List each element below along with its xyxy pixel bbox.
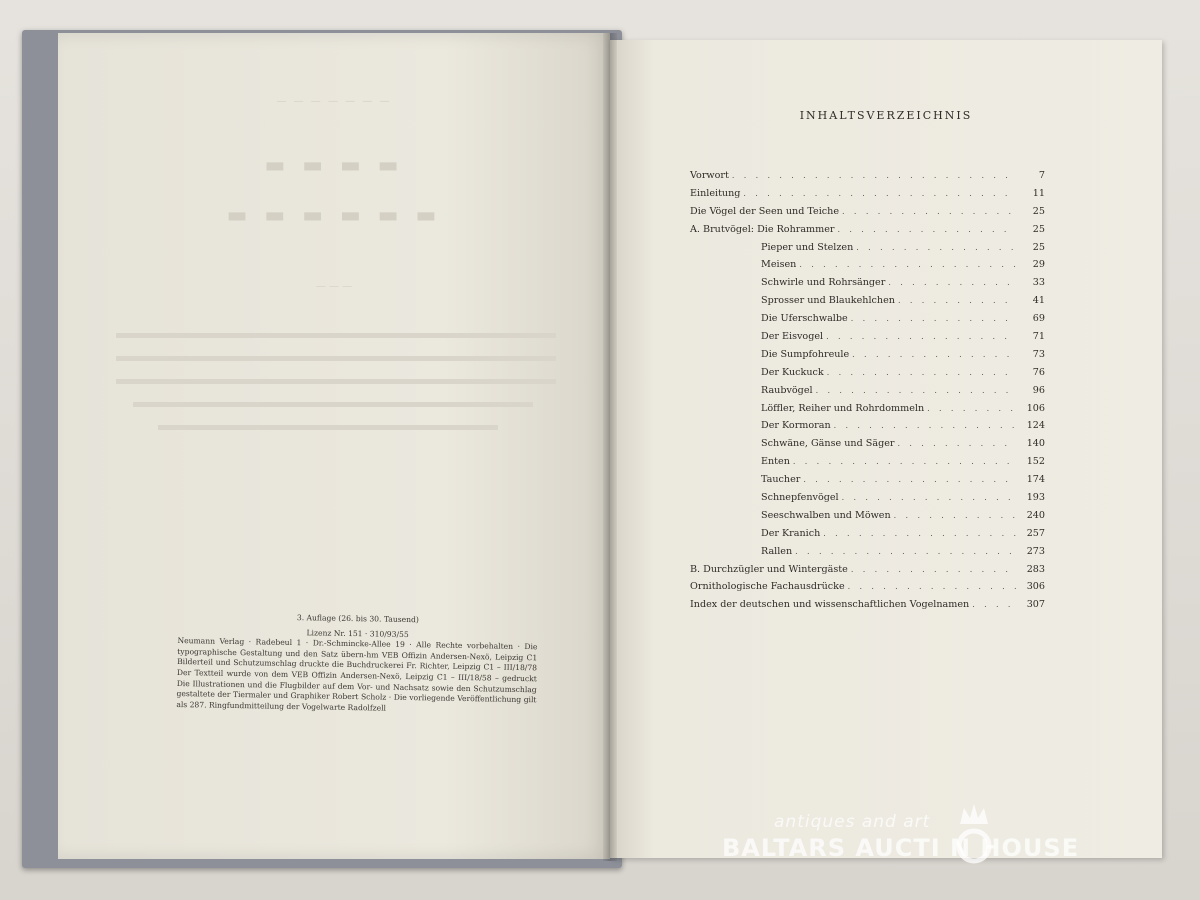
toc-page-number: 71 xyxy=(1032,331,1045,343)
toc-leader-dots xyxy=(972,599,1016,610)
toc-entry-label: Die Vögel der Seen und Teiche xyxy=(690,205,840,217)
toc-entry-label: Der Kranich xyxy=(761,527,821,539)
toc-page-number: 69 xyxy=(1032,313,1045,325)
toc-page-number: 283 xyxy=(1026,563,1045,575)
toc-leader-dots xyxy=(823,528,1016,539)
toc-leader-dots xyxy=(803,474,1016,485)
toc-page-number: 96 xyxy=(1032,384,1045,396)
toc-row xyxy=(690,313,1045,331)
toc-row xyxy=(690,564,1045,582)
toc-leader-dots xyxy=(898,295,1016,306)
toc-entry-label: Schwirle und Rohrsänger xyxy=(761,277,886,289)
toc-page-number: 240 xyxy=(1026,509,1045,521)
toc-entry-label: B. Durchzügler und Wintergäste xyxy=(690,563,848,575)
toc-entry-label: Die Sumpfohreule xyxy=(761,348,850,360)
license-line: Lizenz Nr. 151 · 310/93/55 xyxy=(306,627,409,639)
show-through-line xyxy=(116,356,556,361)
toc-entry-label: Enten xyxy=(761,456,790,468)
toc-row xyxy=(690,349,1045,367)
toc-leader-dots xyxy=(799,259,1016,270)
table-of-contents xyxy=(690,170,1045,617)
toc-entry-label: Rallen xyxy=(761,545,793,557)
toc-entry-label: Schwäne, Gänse und Säger xyxy=(761,438,895,450)
toc-leader-dots xyxy=(851,313,1016,324)
toc-leader-dots xyxy=(852,349,1016,360)
toc-page-number: 106 xyxy=(1026,402,1045,414)
show-through-line xyxy=(133,402,533,407)
show-through-title: ▬ ▬ ▬ ▬ xyxy=(264,153,404,178)
toc-leader-dots xyxy=(888,277,1016,288)
toc-row xyxy=(690,546,1045,564)
book-gutter xyxy=(603,33,617,861)
show-through-author: — — — — — — — xyxy=(276,96,392,107)
toc-title: INHALTSVERZEICHNIS xyxy=(799,109,973,122)
toc-entry-label: Einleitung xyxy=(690,187,741,199)
toc-entry-label: Die Uferschwalbe xyxy=(761,313,848,325)
toc-row xyxy=(690,528,1045,546)
toc-leader-dots xyxy=(851,564,1016,575)
toc-row xyxy=(690,456,1045,474)
toc-entry-prefix: A. Brutvögel: xyxy=(690,223,758,235)
toc-leader-dots xyxy=(842,206,1016,217)
toc-leader-dots xyxy=(816,385,1016,396)
toc-page-number: 307 xyxy=(1026,599,1045,611)
toc-entry-label: Schnepfenvögel xyxy=(761,492,839,504)
toc-leader-dots xyxy=(834,420,1016,431)
toc-entry-label: Die Rohrammer xyxy=(757,223,835,235)
toc-page-number: 73 xyxy=(1032,348,1045,360)
toc-page-number: 33 xyxy=(1032,277,1045,289)
toc-entry-label: Ornithologische Fachausdrücke xyxy=(690,581,845,593)
toc-entry-label: Pieper und Stelzen xyxy=(761,241,854,253)
toc-leader-dots xyxy=(856,242,1016,253)
toc-entry-label: Raubvögel xyxy=(761,384,813,396)
toc-page-number: 7 xyxy=(1038,170,1045,181)
show-through-subtitle: ▬ ▬ ▬ ▬ ▬ ▬ xyxy=(226,203,442,228)
toc-entry-label: Löffler, Reiher und Rohrdommeln xyxy=(761,402,925,414)
crown-logo-icon xyxy=(954,802,994,864)
toc-leader-dots xyxy=(848,581,1016,592)
toc-page-number: 25 xyxy=(1032,241,1045,253)
toc-page-number: 41 xyxy=(1032,295,1045,307)
toc-page-number: 25 xyxy=(1032,223,1045,235)
toc-row xyxy=(690,474,1045,492)
toc-leader-dots xyxy=(743,188,1016,199)
toc-leader-dots xyxy=(732,170,1016,181)
toc-page-number: 29 xyxy=(1032,259,1045,271)
watermark xyxy=(722,812,1122,872)
toc-row xyxy=(690,385,1045,403)
toc-page-number: 76 xyxy=(1032,366,1045,378)
toc-row xyxy=(690,492,1045,510)
show-through-line xyxy=(116,379,556,384)
toc-row xyxy=(690,206,1045,224)
toc-leader-dots xyxy=(826,331,1016,342)
toc-row xyxy=(690,438,1045,456)
toc-row xyxy=(690,188,1045,206)
toc-row xyxy=(690,331,1045,349)
toc-page-number: 124 xyxy=(1026,420,1045,432)
toc-row xyxy=(690,295,1045,313)
toc-page-number: 152 xyxy=(1026,456,1045,468)
toc-page-number: 273 xyxy=(1026,545,1045,557)
toc-page-number: 11 xyxy=(1032,187,1045,199)
toc-entry-label: Taucher xyxy=(761,474,801,486)
toc-row xyxy=(690,510,1045,528)
toc-leader-dots xyxy=(838,224,1016,235)
toc-entry-label: Meisen xyxy=(761,259,797,271)
toc-leader-dots xyxy=(793,456,1016,467)
toc-row xyxy=(690,599,1045,617)
edition-line: 3. Auflage (26. bis 30. Tausend) xyxy=(296,613,419,625)
imprint-text: Neumann Verlag · Radebeul 1 · Dr.-Schmincke-Allee 19 · Alle Rechte vorbehalten · Die typographische Gestaltung und den Satz übern-hm VEB Offizin Andersen-Nexö, Leipzig C1 Bilderteil und Schutzumschlag druckte die Buchdruckerei Fr. Richter, Leipzig C1 – III/18/78 Der Textteil wurde von dem VEB Offizin Andersen-Nexö, Leipzig C1 – III/18/58 – gedruckt Die Illustrationen und die Flugbilder auf dem Vor- und Nachsatz sowie den Schutzumschlag gestaltete der Tiermaler und Graphiker Robert Scholz · Die vorliegende Veröffentlichung gilt als 287. Ringfundmitteilung der Vogelwarte Radolfzell xyxy=(176,636,538,713)
toc-leader-dots xyxy=(927,403,1016,414)
toc-entry-label: Index der deutschen und wissenschaftlichen Vogelnamen xyxy=(690,599,970,611)
right-page xyxy=(610,40,1162,858)
toc-page-number: 25 xyxy=(1032,205,1045,217)
toc-leader-dots xyxy=(842,492,1016,503)
toc-page-number: 306 xyxy=(1026,581,1045,593)
toc-row xyxy=(690,242,1045,260)
toc-entry-label: Sprosser und Blaukehlchen xyxy=(761,295,895,307)
toc-entry-label: Der Kuckuck xyxy=(761,366,824,378)
toc-leader-dots xyxy=(894,510,1016,521)
toc-page-number: 193 xyxy=(1026,492,1045,504)
toc-row xyxy=(690,581,1045,599)
toc-row xyxy=(690,259,1045,277)
toc-leader-dots xyxy=(897,438,1016,449)
toc-row xyxy=(690,367,1045,385)
toc-leader-dots xyxy=(827,367,1016,378)
imprint-block xyxy=(176,611,538,717)
watermark-tagline: antiques and art xyxy=(774,812,931,832)
toc-page-number: 257 xyxy=(1026,527,1045,539)
toc-row xyxy=(690,403,1045,421)
toc-entry-label: Seeschwalben und Möwen xyxy=(761,509,891,521)
toc-entry-label: Vorwort xyxy=(690,170,729,181)
toc-row xyxy=(690,224,1045,242)
show-through-line xyxy=(158,425,498,430)
show-through-line xyxy=(116,333,556,338)
toc-leader-dots xyxy=(795,546,1016,557)
show-through-note: — — — xyxy=(315,281,353,292)
watermark-brand: BALTARS AUCTI N HOUSE xyxy=(722,834,1080,862)
toc-entry-label: Der Kormoran xyxy=(761,420,831,432)
toc-row xyxy=(690,420,1045,438)
toc-page-number: 140 xyxy=(1026,438,1045,450)
toc-row xyxy=(690,170,1045,188)
toc-entry-label: Der Eisvogel xyxy=(761,331,824,343)
toc-page-number: 174 xyxy=(1026,474,1045,486)
toc-row xyxy=(690,277,1045,295)
left-page xyxy=(58,33,610,859)
